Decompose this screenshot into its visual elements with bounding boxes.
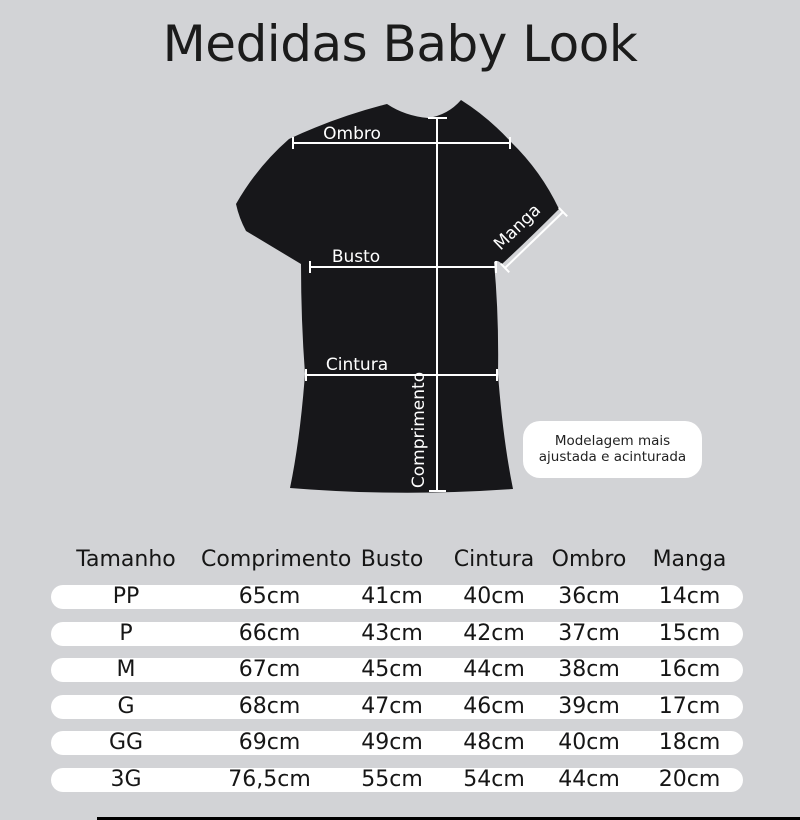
cell-manga: 15cm — [658, 620, 721, 646]
cell-busto: 41cm — [361, 584, 423, 609]
cell-busto: 47cm — [361, 693, 423, 719]
size-row-g — [51, 695, 743, 719]
cell-ombro: 40cm — [558, 730, 620, 755]
cell-size: M — [116, 657, 136, 682]
header-cell-ombro: Ombro — [551, 547, 627, 572]
cell-manga: 16cm — [658, 657, 721, 682]
cell-comprimento: 66cm — [238, 620, 301, 646]
cell-busto: 55cm — [361, 766, 423, 792]
cell-cintura: 54cm — [463, 766, 525, 792]
header-cell-comprimento: Comprimento — [201, 547, 352, 572]
header-cell-busto: Busto — [360, 547, 424, 572]
ombro-label: Ombro — [323, 124, 381, 144]
cell-busto: 45cm — [361, 657, 423, 682]
cell-cintura: 40cm — [463, 584, 525, 609]
cell-cintura: 48cm — [463, 730, 525, 755]
cell-size: 3G — [110, 766, 142, 792]
cell-size: P — [119, 620, 133, 646]
cell-manga: 14cm — [658, 584, 721, 609]
cintura-label: Cintura — [325, 355, 389, 375]
cell-ombro: 39cm — [558, 693, 620, 719]
cell-comprimento: 76,5cm — [228, 766, 311, 792]
cell-busto: 43cm — [361, 620, 423, 646]
cell-busto: 49cm — [361, 730, 423, 755]
fit-note-line1: Modelagem mais — [554, 433, 671, 449]
busto-label: Busto — [331, 247, 381, 267]
cell-comprimento: 67cm — [238, 657, 301, 682]
cell-size: G — [117, 693, 135, 719]
cell-manga: 20cm — [658, 766, 721, 792]
size-row-m — [51, 658, 743, 682]
cell-size: PP — [112, 584, 140, 609]
size-row-pp — [51, 585, 743, 609]
cell-ombro: 37cm — [558, 620, 620, 646]
manga-label: Manga — [490, 200, 546, 255]
header-cell-manga: Manga — [652, 547, 727, 572]
shirt-silhouette — [236, 100, 559, 493]
cell-cintura: 46cm — [463, 693, 525, 719]
size-row-gg — [51, 731, 743, 755]
size-row-p — [51, 622, 743, 646]
shirt-diagram — [0, 85, 800, 530]
cell-ombro: 44cm — [558, 766, 620, 792]
fit-note — [523, 421, 702, 478]
comprimento-label: Comprimento — [409, 371, 429, 489]
cell-comprimento: 68cm — [238, 693, 301, 719]
bottom-divider — [97, 817, 800, 820]
cell-ombro: 38cm — [558, 657, 620, 682]
cell-manga: 18cm — [658, 730, 721, 755]
cell-cintura: 44cm — [463, 657, 525, 682]
cell-manga: 17cm — [658, 693, 721, 719]
header-cell-cintura: Cintura — [453, 547, 535, 572]
cell-ombro: 36cm — [558, 584, 620, 609]
table-header-row — [51, 546, 743, 574]
cell-size: GG — [108, 730, 144, 755]
cell-cintura: 42cm — [463, 620, 525, 646]
fit-note-line2: ajustada e acinturada — [538, 449, 687, 465]
table-body — [51, 585, 743, 804]
cell-comprimento: 69cm — [238, 730, 301, 755]
size-row-3g — [51, 768, 743, 792]
header-cell-tamanho: Tamanho — [76, 547, 176, 572]
cell-comprimento: 65cm — [238, 584, 301, 609]
page-title: Medidas Baby Look — [162, 15, 638, 73]
size-table — [51, 546, 743, 792]
